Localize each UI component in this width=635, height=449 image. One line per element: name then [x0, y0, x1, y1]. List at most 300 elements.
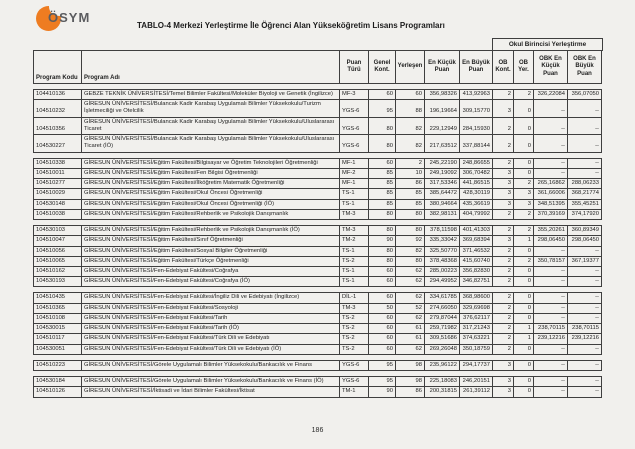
value-cell: 60: [369, 334, 396, 344]
program-code-cell: 104530103: [34, 226, 82, 236]
value-cell: 329,69698: [460, 303, 493, 313]
value-cell: --: [568, 246, 602, 256]
table-row: [34, 226, 602, 236]
value-cell: --: [568, 277, 602, 287]
value-cell: --: [534, 277, 568, 287]
value-cell: 60: [369, 90, 396, 100]
value-cell: 350,18759: [460, 344, 493, 354]
value-cell: 346,82751: [460, 277, 493, 287]
value-cell: --: [534, 246, 568, 256]
value-cell: 309,51686: [425, 334, 460, 344]
program-name-cell: GİRESUN ÜNİVERSİTESİ/Bulancak Kadir Karabaş Uygulamalı Bilimler Yüksekokulu/Uluslararası Ticaret (İÖ): [82, 135, 340, 152]
value-cell: TM-3: [340, 303, 369, 313]
value-cell: 1: [514, 324, 534, 334]
value-cell: 294,49952: [425, 277, 460, 287]
program-name-cell: GİRESUN ÜNİVERSİTESİ/Fen-Edebiyat Fakültesi/Tarih: [82, 313, 340, 323]
value-cell: 401,41303: [460, 226, 493, 236]
value-cell: TS-2: [340, 324, 369, 334]
program-table-group: [33, 158, 602, 220]
value-cell: 3: [514, 189, 534, 199]
value-cell: 335,33042: [425, 236, 460, 246]
program-table-group: [33, 292, 602, 354]
value-cell: 235,96122: [425, 360, 460, 370]
value-cell: 2: [493, 209, 514, 219]
value-cell: 88: [396, 100, 425, 117]
value-cell: 2: [493, 90, 514, 100]
value-cell: TS-1: [340, 199, 369, 209]
value-cell: 3: [493, 100, 514, 117]
table-row: [34, 324, 602, 334]
value-cell: 2: [514, 179, 534, 189]
value-cell: TM-1: [340, 387, 369, 397]
program-name-cell: GEBZE TEKNİK ÜNİVERSİTESİ/Temel Bilimler Fakültesi/Moleküler Biyoloji ve Genetik (İngilizce): [82, 90, 340, 100]
value-cell: 371,46532: [460, 246, 493, 256]
value-cell: 326,22084: [534, 90, 568, 100]
value-cell: 1: [514, 236, 534, 246]
value-cell: 317,53346: [425, 179, 460, 189]
program-code-cell: 104410136: [34, 90, 82, 100]
value-cell: 0: [514, 277, 534, 287]
value-cell: 298,06450: [534, 236, 568, 246]
value-cell: 2: [493, 277, 514, 287]
program-table-group: [33, 376, 602, 397]
program-code-cell: 104530051: [34, 344, 82, 354]
value-cell: YGS-6: [340, 360, 369, 370]
value-cell: 0: [514, 246, 534, 256]
value-cell: 52: [396, 303, 425, 313]
program-name-cell: GİRESUN ÜNİVERSİTESİ/Bulancak Kadir Karabaş Uygulamalı Bilimler Yüksekokulu/Uluslararası Ticaret: [82, 117, 340, 134]
column-header: OBK En Büyük Puan: [568, 51, 602, 84]
osym-logo: [36, 4, 136, 34]
value-cell: --: [534, 377, 568, 387]
value-cell: 82: [396, 135, 425, 152]
value-cell: 60: [369, 266, 396, 276]
program-code-cell: 104510338: [34, 158, 82, 168]
program-code-cell: 104510038: [34, 209, 82, 219]
program-name-cell: GİRESUN ÜNİVERSİTESİ/Eğitim Fakültesi/Fen Bilgisi Öğretmenliği: [82, 168, 340, 178]
value-cell: 85: [396, 189, 425, 199]
value-cell: 294,17737: [460, 360, 493, 370]
table-row: [34, 344, 602, 354]
value-cell: 385,64472: [425, 189, 460, 199]
value-cell: 415,60740: [460, 256, 493, 266]
program-code-cell: 104510162: [34, 266, 82, 276]
value-cell: 0: [514, 266, 534, 276]
value-cell: --: [568, 387, 602, 397]
value-cell: 90: [369, 387, 396, 397]
program-code-cell: 104510126: [34, 387, 82, 397]
value-cell: 259,71982: [425, 324, 460, 334]
value-cell: 274,66050: [425, 303, 460, 313]
value-cell: 80: [369, 246, 396, 256]
table-row: [34, 334, 602, 344]
value-cell: --: [534, 158, 568, 168]
page-number: 186: [311, 427, 324, 434]
value-cell: --: [568, 168, 602, 178]
table-row: [34, 256, 602, 266]
value-cell: TS-1: [340, 277, 369, 287]
value-cell: MF-3: [340, 90, 369, 100]
table-row: [34, 303, 602, 313]
program-code-cell: 104530227: [34, 135, 82, 152]
value-cell: 0: [514, 360, 534, 370]
value-cell: --: [568, 293, 602, 303]
program-code-cell: 104530015: [34, 324, 82, 334]
value-cell: 85: [369, 189, 396, 199]
program-name-cell: GİRESUN ÜNİVERSİTESİ/Eğitim Fakültesi/Türkçe Öğretmenliği: [82, 256, 340, 266]
value-cell: 3: [493, 387, 514, 397]
table-row: [34, 117, 602, 134]
value-cell: 80: [396, 209, 425, 219]
value-cell: 0: [514, 100, 534, 117]
value-cell: TS-1: [340, 266, 369, 276]
value-cell: --: [534, 100, 568, 117]
value-cell: TS-2: [340, 313, 369, 323]
value-cell: 368,21774: [568, 189, 602, 199]
program-name-cell: GİRESUN ÜNİVERSİTESİ/Görele Uygulamalı Bilimler Yüksekokulu/Bankacılık ve Finans (İÖ): [82, 377, 340, 387]
value-cell: 334,61785: [425, 293, 460, 303]
table-row: [34, 387, 602, 397]
program-name-cell: GİRESUN ÜNİVERSİTESİ/Fen-Edebiyat Fakültesi/Sosyoloji: [82, 303, 340, 313]
value-cell: --: [568, 158, 602, 168]
table-row: [34, 158, 602, 168]
program-code-cell: 104510223: [34, 360, 82, 370]
table-row: [34, 209, 602, 219]
table-row: [34, 199, 602, 209]
value-cell: 62: [396, 344, 425, 354]
table-row: [34, 189, 602, 199]
table-row: [34, 90, 602, 100]
value-cell: 61: [396, 334, 425, 344]
value-cell: 428,30119: [460, 189, 493, 199]
value-cell: 1: [514, 334, 534, 344]
value-cell: --: [568, 266, 602, 276]
value-cell: 2: [493, 344, 514, 354]
program-name-cell: GİRESUN ÜNİVERSİTESİ/Eğitim Fakültesi/İlköğretim Matematik Öğretmenliği: [82, 179, 340, 189]
value-cell: 60: [369, 344, 396, 354]
value-cell: 369,68394: [460, 236, 493, 246]
value-cell: YGS-6: [340, 117, 369, 134]
value-cell: 368,98600: [460, 293, 493, 303]
value-cell: 370,39169: [534, 209, 568, 219]
value-cell: 0: [514, 303, 534, 313]
value-cell: 2: [514, 209, 534, 219]
value-cell: 2: [514, 256, 534, 266]
value-cell: DİL-1: [340, 293, 369, 303]
value-cell: 0: [514, 313, 534, 323]
value-cell: 0: [514, 135, 534, 152]
value-cell: 80: [369, 226, 396, 236]
value-cell: 80: [396, 256, 425, 266]
value-cell: 2: [493, 303, 514, 313]
column-header: En Büyük Puan: [460, 51, 493, 84]
value-cell: 238,70115: [568, 324, 602, 334]
program-code-cell: 104510065: [34, 256, 82, 266]
value-cell: --: [568, 135, 602, 152]
value-cell: --: [534, 303, 568, 313]
value-cell: 60: [369, 158, 396, 168]
program-code-cell: 104530193: [34, 277, 82, 287]
value-cell: 3: [514, 199, 534, 209]
value-cell: 288,06233: [568, 179, 602, 189]
value-cell: 62: [396, 266, 425, 276]
value-cell: TS-2: [340, 334, 369, 344]
value-cell: --: [568, 344, 602, 354]
table-row: [34, 100, 602, 117]
value-cell: 3: [493, 179, 514, 189]
column-header-row: [34, 51, 602, 84]
value-cell: 0: [514, 168, 534, 178]
value-cell: 90: [369, 236, 396, 246]
program-table-group: [33, 360, 602, 371]
value-cell: 382,98131: [425, 209, 460, 219]
value-cell: TM-2: [340, 236, 369, 246]
program-table-group: [33, 89, 602, 153]
value-cell: --: [534, 313, 568, 323]
table-row: [34, 266, 602, 276]
value-cell: 95: [369, 377, 396, 387]
program-code-cell: 104510011: [34, 168, 82, 178]
value-cell: 413,92963: [460, 90, 493, 100]
table-row: [34, 277, 602, 287]
program-name-cell: GİRESUN ÜNİVERSİTESİ/Eğitim Fakültesi/Okul Öncesi Öğretmenliği: [82, 189, 340, 199]
value-cell: 95: [369, 360, 396, 370]
value-cell: 92: [396, 236, 425, 246]
value-cell: 325,50770: [425, 246, 460, 256]
table-row: [34, 360, 602, 370]
program-name-cell: GİRESUN ÜNİVERSİTESİ/Eğitim Fakültesi/Sınıf Öğretmenliği: [82, 236, 340, 246]
table-row: [34, 179, 602, 189]
program-code-cell: 104530184: [34, 377, 82, 387]
table-row: [34, 313, 602, 323]
value-cell: 309,15770: [460, 100, 493, 117]
value-cell: --: [534, 293, 568, 303]
value-cell: 404,79992: [460, 209, 493, 219]
value-cell: MF-1: [340, 158, 369, 168]
program-code-cell: 104510277: [34, 179, 82, 189]
value-cell: 86: [396, 387, 425, 397]
value-cell: 246,20151: [460, 377, 493, 387]
value-cell: 284,15930: [460, 117, 493, 134]
value-cell: --: [534, 266, 568, 276]
column-header: OB Kont.: [493, 51, 514, 84]
value-cell: 85: [369, 179, 396, 189]
value-cell: 0: [514, 293, 534, 303]
value-cell: 245,22190: [425, 158, 460, 168]
value-cell: 337,88144: [460, 135, 493, 152]
program-code-cell: 104510435: [34, 293, 82, 303]
column-header: OBK En Küçük Puan: [534, 51, 568, 84]
value-cell: 2: [493, 135, 514, 152]
program-name-cell: GİRESUN ÜNİVERSİTESİ/Fen-Edebiyat Fakültesi/Coğrafya (İÖ): [82, 277, 340, 287]
value-cell: 3: [493, 377, 514, 387]
value-cell: 60: [396, 90, 425, 100]
value-cell: 378,48368: [425, 256, 460, 266]
value-cell: 3: [493, 199, 514, 209]
program-code-cell: 104510029: [34, 189, 82, 199]
value-cell: 248,86655: [460, 158, 493, 168]
column-header: En Küçük Puan: [425, 51, 460, 84]
programs-table-area: [33, 50, 605, 403]
value-cell: 60: [369, 293, 396, 303]
program-name-cell: GİRESUN ÜNİVERSİTESİ/Eğitim Fakültesi/Sosyal Bilgiler Öğretmenliği: [82, 246, 340, 256]
value-cell: 217,63512: [425, 135, 460, 152]
value-cell: 0: [514, 117, 534, 134]
value-cell: MF-1: [340, 179, 369, 189]
value-cell: --: [568, 117, 602, 134]
value-cell: 441,86515: [460, 179, 493, 189]
program-name-cell: GİRESUN ÜNİVERSİTESİ/Fen-Edebiyat Fakültesi/Türk Dili ve Edebiyatı: [82, 334, 340, 344]
value-cell: 3: [493, 360, 514, 370]
value-cell: 2: [493, 226, 514, 236]
value-cell: 2: [493, 246, 514, 256]
value-cell: 348,51395: [534, 199, 568, 209]
value-cell: 374,63221: [460, 334, 493, 344]
value-cell: 200,31815: [425, 387, 460, 397]
program-name-cell: GİRESUN ÜNİVERSİTESİ/İktisadi ve İdari Bilimler Fakültesi/İktisat: [82, 387, 340, 397]
value-cell: 2: [493, 256, 514, 266]
value-cell: 356,98326: [425, 90, 460, 100]
program-name-cell: GİRESUN ÜNİVERSİTESİ/Eğitim Fakültesi/Okul Öncesi Öğretmenliği (İÖ): [82, 199, 340, 209]
value-cell: 435,36619: [460, 199, 493, 209]
value-cell: 239,12216: [534, 334, 568, 344]
value-cell: 306,70482: [460, 168, 493, 178]
table-row: [34, 293, 602, 303]
value-cell: 50: [369, 303, 396, 313]
program-name-cell: GİRESUN ÜNİVERSİTESİ/Fen-Edebiyat Fakültesi/Türk Dili ve Edebiyatı (İÖ): [82, 344, 340, 354]
programs-header-table: [33, 50, 602, 84]
value-cell: 2: [493, 266, 514, 276]
value-cell: --: [568, 360, 602, 370]
program-code-cell: 104510232: [34, 100, 82, 117]
table-row: [34, 377, 602, 387]
value-cell: --: [568, 100, 602, 117]
table-row: [34, 135, 602, 152]
value-cell: 62: [396, 277, 425, 287]
value-cell: 2: [514, 226, 534, 236]
value-cell: 378,11598: [425, 226, 460, 236]
value-cell: 2: [493, 293, 514, 303]
value-cell: YGS-6: [340, 100, 369, 117]
value-cell: 360,89349: [568, 226, 602, 236]
value-cell: 380,94664: [425, 199, 460, 209]
program-code-cell: 104510356: [34, 117, 82, 134]
table-row: [34, 236, 602, 246]
program-name-cell: GİRESUN ÜNİVERSİTESİ/Eğitim Fakültesi/Rehberlik ve Psikolojik Danışmanlık (İÖ): [82, 226, 340, 236]
value-cell: --: [534, 360, 568, 370]
value-cell: 0: [514, 158, 534, 168]
value-cell: TS-2: [340, 256, 369, 266]
value-cell: 98: [396, 377, 425, 387]
program-name-cell: GİRESUN ÜNİVERSİTESİ/Fen-Edebiyat Fakültesi/Coğrafya: [82, 266, 340, 276]
table-row: [34, 168, 602, 178]
value-cell: 2: [396, 158, 425, 168]
value-cell: 249,19092: [425, 168, 460, 178]
page-title: TABLO-4 Merkezi Yerleştirme İle Öğrenci Alan Yükseköğretim Lisans Programları: [137, 21, 445, 30]
value-cell: 80: [396, 226, 425, 236]
value-cell: 82: [396, 117, 425, 134]
value-cell: 196,19664: [425, 100, 460, 117]
value-cell: 265,16862: [534, 179, 568, 189]
value-cell: 279,87044: [425, 313, 460, 323]
value-cell: 285,00223: [425, 266, 460, 276]
program-code-cell: 104510108: [34, 313, 82, 323]
value-cell: YGS-6: [340, 135, 369, 152]
value-cell: 0: [514, 344, 534, 354]
value-cell: 361,66006: [534, 189, 568, 199]
value-cell: 0: [514, 377, 534, 387]
value-cell: TS-1: [340, 246, 369, 256]
program-code-cell: 104510117: [34, 334, 82, 344]
program-name-cell: GİRESUN ÜNİVERSİTESİ/Bulancak Kadir Karabaş Uygulamalı Bilimler Yüksekokulu/Turizm İşletmeciliği ve Otelcilik: [82, 100, 340, 117]
program-name-cell: GİRESUN ÜNİVERSİTESİ/Eğitim Fakültesi/Rehberlik ve Psikolojik Danışmanlık: [82, 209, 340, 219]
value-cell: 62: [396, 293, 425, 303]
value-cell: 356,82830: [460, 266, 493, 276]
program-name-cell: GİRESUN ÜNİVERSİTESİ/Görele Uygulamalı Bilimler Yüksekokulu/Bankacılık ve Finans: [82, 360, 340, 370]
value-cell: 3: [493, 168, 514, 178]
value-cell: 62: [396, 313, 425, 323]
column-header: Yerleşen: [396, 51, 425, 84]
value-cell: TS-1: [340, 189, 369, 199]
value-cell: 2: [493, 334, 514, 344]
value-cell: TM-3: [340, 209, 369, 219]
column-header: Puan Türü: [340, 51, 369, 84]
value-cell: 239,12216: [568, 334, 602, 344]
value-cell: 238,70115: [534, 324, 568, 334]
value-cell: 374,17920: [568, 209, 602, 219]
value-cell: 3: [493, 189, 514, 199]
table-row: [34, 246, 602, 256]
value-cell: 80: [369, 256, 396, 266]
program-table-group: [33, 225, 602, 287]
value-cell: --: [534, 387, 568, 397]
value-cell: 60: [369, 313, 396, 323]
value-cell: 82: [396, 246, 425, 256]
column-header: Genel Kont.: [369, 51, 396, 84]
program-name-cell: GİRESUN ÜNİVERSİTESİ/Fen-Edebiyat Fakültesi/Tarih (İÖ): [82, 324, 340, 334]
value-cell: 98: [396, 360, 425, 370]
value-cell: 261,39112: [460, 387, 493, 397]
value-cell: MF-2: [340, 168, 369, 178]
program-code-cell: 104530148: [34, 199, 82, 209]
value-cell: 2: [514, 90, 534, 100]
value-cell: --: [534, 135, 568, 152]
value-cell: 85: [396, 199, 425, 209]
program-code-cell: 104510047: [34, 236, 82, 246]
value-cell: 225,18083: [425, 377, 460, 387]
value-cell: 85: [369, 199, 396, 209]
value-cell: --: [534, 344, 568, 354]
value-cell: TS-2: [340, 344, 369, 354]
value-cell: 3: [493, 236, 514, 246]
value-cell: --: [568, 303, 602, 313]
value-cell: 2: [493, 158, 514, 168]
column-header: Program Kodu: [34, 51, 82, 84]
program-code-cell: 104510056: [34, 246, 82, 256]
table-groups: [33, 89, 605, 398]
value-cell: 61: [396, 324, 425, 334]
value-cell: --: [568, 377, 602, 387]
value-cell: YGS-6: [340, 377, 369, 387]
value-cell: 80: [369, 117, 396, 134]
value-cell: 355,45251: [568, 199, 602, 209]
value-cell: 86: [396, 179, 425, 189]
value-cell: --: [534, 168, 568, 178]
value-cell: 317,21243: [460, 324, 493, 334]
value-cell: 2: [493, 313, 514, 323]
program-name-cell: GİRESUN ÜNİVERSİTESİ/Fen-Edebiyat Fakültesi/İngiliz Dili ve Edebiyatı (İngilizce): [82, 293, 340, 303]
program-code-cell: 104510365: [34, 303, 82, 313]
